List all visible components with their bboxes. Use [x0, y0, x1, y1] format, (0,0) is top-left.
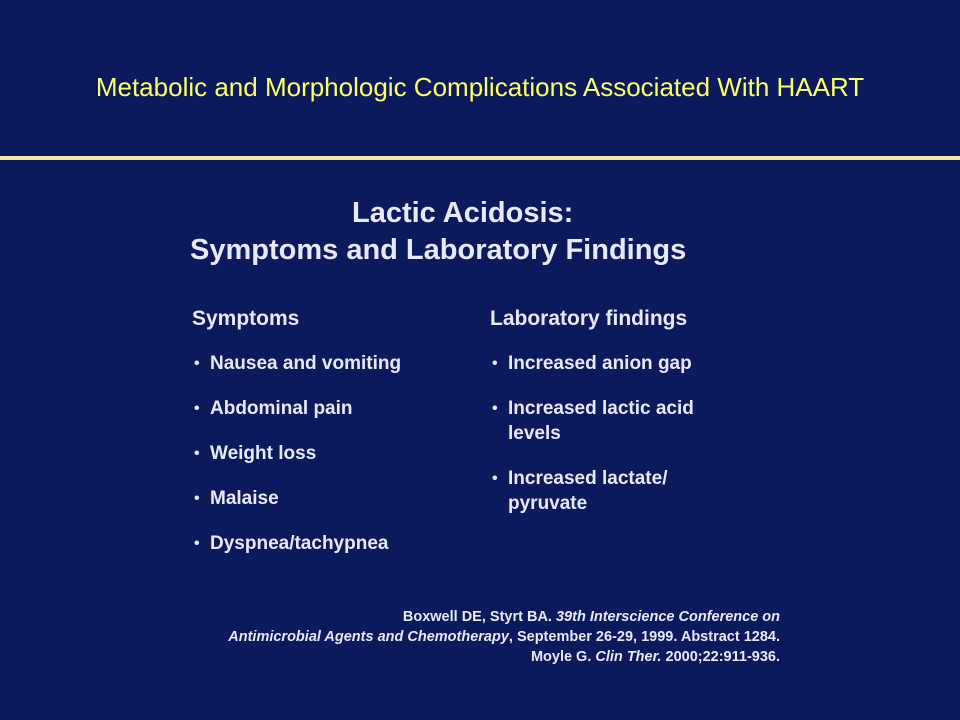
- lab-findings-list: [490, 351, 780, 516]
- bullet-icon: •: [194, 490, 200, 507]
- list-item: • Nausea and vomiting: [194, 353, 402, 374]
- bullet-icon: •: [492, 355, 498, 372]
- list-item: • Increased lactate/ pyruvate: [492, 468, 668, 514]
- list-item: • Dyspnea/tachypnea: [194, 533, 389, 554]
- bullet-icon: •: [194, 355, 200, 372]
- symptoms-heading: Symptoms: [192, 307, 300, 330]
- list-item: • Increased anion gap: [492, 353, 692, 374]
- references: [180, 607, 780, 667]
- slide-title-line2: Symptoms and Laboratory Findings: [190, 234, 687, 266]
- page-title: Metabolic and Morphologic Complications Associated With HAART: [95, 72, 865, 102]
- bullet-icon: •: [492, 400, 498, 417]
- slide-title-line1: Lactic Acidosis:: [352, 197, 574, 229]
- list-item: • Increased lactic acid levels: [492, 398, 694, 444]
- symptoms-list: [192, 351, 472, 556]
- header-divider: [0, 156, 960, 160]
- bullet-icon: •: [492, 470, 498, 487]
- list-item: • Abdominal pain: [194, 398, 353, 419]
- reference-2: Moyle G. Clin Ther. 2000;22:911-936.: [530, 649, 780, 665]
- lab-findings-column: [490, 305, 780, 536]
- reference-1-line-a: Boxwell DE, Styrt BA. 39th Interscience Conference on: [402, 609, 780, 625]
- bullet-icon: •: [194, 400, 200, 417]
- list-item: • Weight loss: [194, 443, 317, 464]
- lab-findings-heading: Laboratory findings: [490, 307, 688, 330]
- bullet-icon: •: [194, 535, 200, 552]
- slide-title: [190, 195, 686, 269]
- reference-1-line-b: Antimicrobial Agents and Chemotherapy, September 26-29, 1999. Abstract 1284.: [228, 629, 780, 645]
- symptoms-column: [192, 305, 472, 576]
- bullet-icon: •: [194, 445, 200, 462]
- list-item: • Malaise: [194, 488, 279, 509]
